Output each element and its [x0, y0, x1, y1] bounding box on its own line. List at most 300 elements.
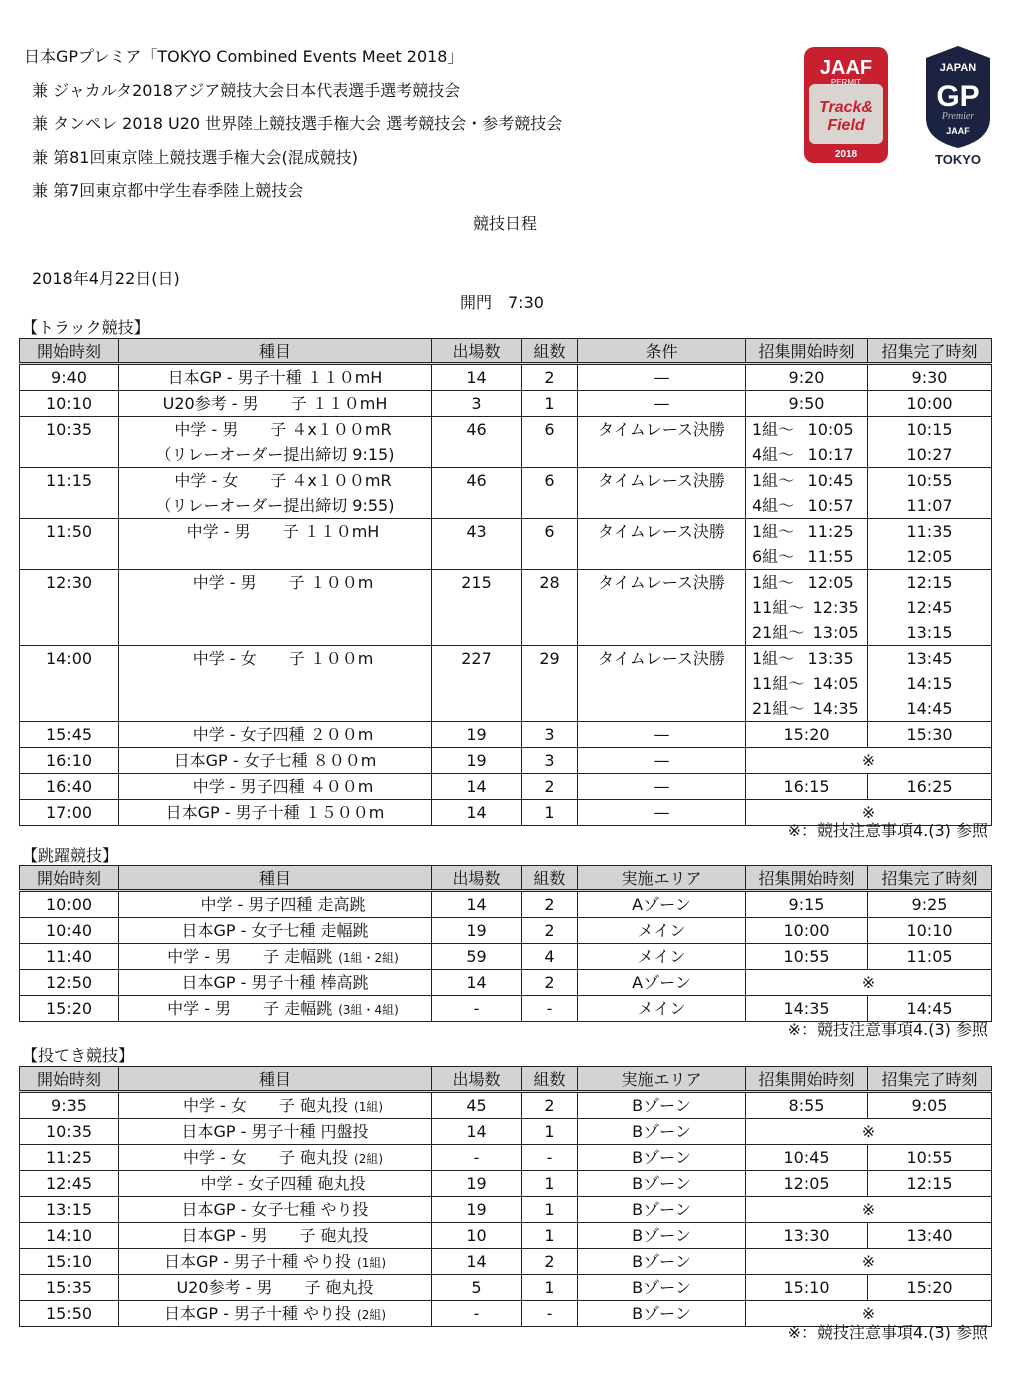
start-time-cell	[20, 364, 119, 391]
entries: -	[473, 999, 480, 1018]
entries-cell	[432, 391, 522, 417]
cond-cell	[578, 800, 746, 826]
area: Bゾーン	[632, 1122, 691, 1141]
heats-cell	[522, 468, 578, 519]
heats-cell	[522, 996, 578, 1022]
start-time: 17:00	[45, 803, 93, 822]
call-end-time: 11:05	[906, 947, 953, 966]
event-cell	[119, 364, 432, 391]
col-header: 招集完了時刻	[868, 866, 992, 891]
call-start-time: 13:35	[807, 649, 854, 668]
heats-cell	[522, 391, 578, 417]
start-time: 10:10	[45, 394, 93, 413]
call-end-time: 10:00	[906, 394, 953, 413]
call-start-time: 10:05	[807, 420, 854, 439]
call-start-cell	[746, 391, 868, 417]
heats-cell	[522, 1145, 578, 1171]
event-name: 日本GP - 男子十種 １１０mH	[167, 368, 383, 387]
call-end-time: 9:05	[911, 1096, 948, 1115]
start-time-cell	[20, 468, 119, 519]
call-end-time: 15:30	[906, 725, 953, 744]
throw-section-label: 【投てき競技】	[22, 1046, 135, 1065]
event-cell	[119, 1275, 432, 1301]
cond: —	[653, 725, 670, 744]
call-end-time: 9:25	[911, 895, 948, 914]
call-start-cell	[746, 774, 868, 800]
table-header-row	[20, 1067, 992, 1092]
heats: -	[546, 1304, 553, 1323]
heats: 1	[544, 1200, 555, 1219]
gp-tokyo-text: TOKYO	[935, 152, 981, 167]
table-row	[20, 417, 992, 468]
col-header: 種目	[119, 339, 432, 364]
cond-cell	[578, 570, 746, 646]
table-row	[20, 468, 992, 519]
event-cell	[119, 1197, 432, 1223]
entries-cell	[432, 1249, 522, 1275]
call-start-cell	[746, 1275, 868, 1301]
start-time: 16:40	[45, 777, 93, 796]
heats: 28	[539, 573, 560, 592]
heat-group: 1組～	[752, 522, 795, 541]
event-name: 中学 - 男 子 走幅跳	[151, 947, 333, 966]
table-row	[20, 364, 992, 391]
call-end-time: 10:27	[906, 445, 953, 464]
start-time: 9:40	[51, 368, 87, 387]
call-end-time: 14:15	[906, 674, 953, 693]
heats: -	[546, 999, 553, 1018]
call-start-time: 12:35	[812, 598, 859, 617]
event-cell	[119, 1092, 432, 1119]
table-row	[20, 570, 992, 646]
table-row	[20, 1275, 992, 1301]
start-time: 15:35	[45, 1278, 93, 1297]
call-end-time: 14:45	[906, 999, 953, 1018]
event-name	[119, 671, 431, 696]
start-time: 12:50	[45, 973, 93, 992]
heat-subnote: (1組)	[357, 1256, 387, 1270]
heats: 6	[544, 522, 555, 541]
area-cell	[578, 1171, 746, 1197]
area-cell	[578, 1275, 746, 1301]
entries: 14	[466, 895, 487, 914]
event-line	[119, 1275, 431, 1300]
entries: 215	[461, 573, 492, 592]
jaaf-year-text: 2018	[834, 149, 858, 160]
col-header: 実施エリア	[578, 1067, 746, 1092]
col-header: 種目	[119, 866, 432, 891]
call-merged-cell	[746, 1249, 992, 1275]
event-cell	[119, 468, 432, 519]
start-time-cell	[20, 970, 119, 996]
event-name: 中学 - 男 子 ４x１００mR	[158, 420, 392, 439]
call-note-mark: ※	[861, 1252, 876, 1271]
entries-cell	[432, 646, 522, 722]
call-merged-cell	[746, 970, 992, 996]
start-time: 13:15	[45, 1200, 93, 1219]
col-header: 招集開始時刻	[746, 339, 868, 364]
event-name: 中学 - 女 子 ４x１００mR	[158, 471, 392, 490]
table-row	[20, 646, 992, 722]
event-line	[119, 970, 431, 995]
start-time: 12:45	[45, 1174, 93, 1193]
event-cell	[119, 646, 432, 722]
event-line	[119, 918, 431, 943]
heats-cell	[522, 1171, 578, 1197]
call-end-time: 12:05	[906, 547, 953, 566]
heats-cell	[522, 1197, 578, 1223]
call-start-time: 14:05	[812, 674, 859, 693]
entries: 19	[466, 1200, 487, 1219]
jaaf-field-text: Field	[827, 117, 865, 134]
call-end-time: 9:30	[911, 368, 948, 387]
entries: 14	[466, 1122, 487, 1141]
event-line	[119, 944, 431, 969]
table-row	[20, 944, 992, 970]
entries-cell	[432, 417, 522, 468]
event-cell	[119, 996, 432, 1022]
call-end-time: 16:25	[906, 777, 953, 796]
heats: 2	[544, 777, 555, 796]
event-line	[119, 1171, 431, 1196]
event-name: U20参考 - 男 子 １１０mH	[162, 394, 388, 413]
entries-cell	[432, 468, 522, 519]
event-name: 日本GP - 男子十種 １５００m	[165, 803, 385, 822]
start-time-cell	[20, 646, 119, 722]
event-cell	[119, 519, 432, 570]
area-cell	[578, 1301, 746, 1327]
call-start-cell	[746, 722, 868, 748]
event-line	[119, 1249, 431, 1274]
cond-cell	[578, 774, 746, 800]
heats-cell	[522, 1223, 578, 1249]
call-start-time: 8:55	[788, 1096, 825, 1115]
call-start-line	[746, 442, 867, 467]
start-time-cell	[20, 570, 119, 646]
event-cell	[119, 1119, 432, 1145]
cond: —	[653, 368, 670, 387]
event-name: 中学 - 男子四種 走高跳	[184, 895, 366, 914]
entries: 46	[466, 471, 487, 490]
jump-section-label: 【跳躍競技】	[22, 846, 119, 865]
heats-cell	[522, 722, 578, 748]
event-name: 日本GP - 男子十種 やり投	[163, 1304, 352, 1323]
start-time: 9:35	[51, 1096, 87, 1115]
table-row	[20, 1171, 992, 1197]
heats: 6	[544, 420, 555, 439]
call-start-time: 10:45	[783, 1148, 830, 1167]
event-line	[119, 892, 431, 917]
col-header: 招集開始時刻	[746, 866, 868, 891]
call-end-cell	[868, 468, 992, 519]
entries-cell	[432, 1171, 522, 1197]
call-start-time: 9:50	[788, 394, 825, 413]
call-start-time: 13:05	[812, 623, 859, 642]
entries-cell	[432, 891, 522, 918]
heats-cell	[522, 364, 578, 391]
call-start-line	[746, 365, 867, 390]
heat-group: 1組～	[752, 471, 795, 490]
call-start-time: 10:57	[807, 496, 854, 515]
entries: 59	[466, 947, 487, 966]
cond: タイムレース決勝	[598, 573, 725, 592]
call-end-time: 11:07	[906, 496, 953, 515]
event-name: 中学 - 男 子 １００m	[176, 573, 374, 592]
call-start-cell	[746, 1092, 868, 1119]
event-name	[119, 620, 431, 645]
event-line	[119, 1197, 431, 1222]
entries: 10	[466, 1226, 487, 1245]
call-note-mark: ※	[861, 1200, 876, 1219]
start-time: 14:00	[45, 649, 93, 668]
call-start-line	[746, 391, 867, 416]
heats-cell	[522, 519, 578, 570]
start-time-cell	[20, 1197, 119, 1223]
event-name: U20参考 - 男 子 砲丸投	[176, 1278, 374, 1297]
col-header: 開始時刻	[20, 866, 119, 891]
event-line	[119, 1301, 431, 1326]
heats-cell	[522, 1119, 578, 1145]
col-header: 開始時刻	[20, 1067, 119, 1092]
heats: 1	[544, 803, 555, 822]
call-end-cell	[868, 646, 992, 722]
heat-group: 1組～	[752, 649, 795, 668]
start-time-cell	[20, 1301, 119, 1327]
entries: 3	[471, 394, 482, 413]
entries: 14	[466, 1252, 487, 1271]
call-start-time: 15:10	[783, 1278, 830, 1297]
event-name: 日本GP - 女子七種 やり投	[181, 1200, 369, 1219]
entries: 14	[466, 973, 487, 992]
heat-group: 1組～	[752, 420, 795, 439]
event-name: 日本GP - 男子十種 円盤投	[181, 1122, 369, 1141]
cond-cell	[578, 748, 746, 774]
table-row	[20, 1119, 992, 1145]
call-end-cell	[868, 1223, 992, 1249]
event-cell	[119, 918, 432, 944]
entries-cell	[432, 1275, 522, 1301]
call-start-line	[746, 519, 867, 544]
start-time: 12:30	[45, 573, 93, 592]
event-cell	[119, 891, 432, 918]
call-end-time: 12:15	[906, 573, 953, 592]
call-start-time: 10:00	[783, 921, 830, 940]
call-end-cell	[868, 1275, 992, 1301]
heats: 1	[544, 1226, 555, 1245]
start-time: 10:35	[45, 1122, 93, 1141]
event-name: 中学 - 男 子 １１０mH	[170, 522, 380, 541]
event-name: （リレーオーダー提出締切 9:15)	[155, 445, 395, 464]
heats-cell	[522, 1301, 578, 1327]
doc-title: 競技日程	[472, 214, 537, 233]
cond: —	[653, 394, 670, 413]
call-start-cell	[746, 1223, 868, 1249]
call-note-mark: ※	[861, 1304, 876, 1323]
heat-group: 1組～	[752, 573, 795, 592]
entries-cell	[432, 748, 522, 774]
cond-cell	[578, 519, 746, 570]
heats-cell	[522, 970, 578, 996]
entries: -	[473, 1148, 480, 1167]
cond: タイムレース決勝	[598, 420, 725, 439]
area: Bゾーン	[632, 1200, 691, 1219]
start-time: 11:25	[45, 1148, 93, 1167]
heats-cell	[522, 1249, 578, 1275]
event-cell	[119, 1171, 432, 1197]
start-time-cell	[20, 748, 119, 774]
table-row	[20, 1145, 992, 1171]
entries: 14	[466, 803, 487, 822]
event-line	[119, 996, 431, 1021]
event-cell	[119, 944, 432, 970]
heats: 3	[544, 725, 555, 744]
header-title-line-2: 兼 ジャカルタ2018アジア競技大会日本代表選手選考競技会	[32, 81, 461, 100]
entries-cell	[432, 800, 522, 826]
entries-cell	[432, 1223, 522, 1249]
heat-group: 21組～	[752, 699, 805, 718]
call-start-line	[746, 468, 867, 493]
call-start-time: 15:20	[783, 725, 830, 744]
table-row	[20, 1249, 992, 1275]
call-start-time: 10:55	[783, 947, 830, 966]
event-cell	[119, 1145, 432, 1171]
heat-subnote: (2組)	[354, 1152, 384, 1166]
start-time: 10:40	[45, 921, 93, 940]
area: Bゾーン	[632, 1252, 691, 1271]
col-header: 種目	[119, 1067, 432, 1092]
heats: 29	[539, 649, 560, 668]
event-name: 日本GP - 男子十種 棒高跳	[181, 973, 369, 992]
header-title-line-4: 兼 第81回東京陸上競技選手権大会(混成競技)	[32, 148, 358, 167]
heat-subnote: (3組・4組)	[338, 1003, 399, 1017]
call-end-cell	[868, 722, 992, 748]
call-end-cell	[868, 918, 992, 944]
call-start-time: 11:55	[807, 547, 854, 566]
call-start-time: 13:30	[783, 1226, 830, 1245]
col-header: 出場数	[432, 339, 522, 364]
heats-cell	[522, 944, 578, 970]
entries: 19	[466, 725, 487, 744]
cond-cell	[578, 364, 746, 391]
jump-schedule-table	[19, 865, 992, 1022]
call-start-line	[746, 544, 867, 569]
start-time: 15:10	[45, 1252, 93, 1271]
entries-cell	[432, 918, 522, 944]
heat-group: 4組～	[752, 496, 795, 515]
call-end-time: 12:45	[906, 598, 953, 617]
start-time-cell	[20, 417, 119, 468]
area: Bゾーン	[632, 1148, 691, 1167]
start-time-cell	[20, 996, 119, 1022]
throw-footnote: ※：競技注意事項4.(3) 参照	[787, 1323, 988, 1342]
call-start-time: 14:35	[812, 699, 859, 718]
event-name: 中学 - 男子四種 ４００m	[176, 777, 374, 796]
entries: 46	[466, 420, 487, 439]
event-name: 日本GP - 男子十種 やり投	[163, 1252, 352, 1271]
call-end-time: 13:15	[906, 623, 953, 642]
track-schedule-table	[19, 338, 992, 826]
start-time-cell	[20, 1223, 119, 1249]
event-line	[119, 1223, 431, 1248]
table-row	[20, 391, 992, 417]
start-time: 10:35	[45, 420, 93, 439]
entries: 43	[466, 522, 487, 541]
cond: タイムレース決勝	[598, 649, 725, 668]
col-header: 招集完了時刻	[868, 1067, 992, 1092]
heats: 2	[544, 368, 555, 387]
cond: —	[653, 751, 670, 770]
table-row	[20, 1092, 992, 1119]
col-header: 組数	[522, 339, 578, 364]
entries: 19	[466, 751, 487, 770]
start-time: 11:50	[45, 522, 93, 541]
col-header: 出場数	[432, 1067, 522, 1092]
event-name	[119, 544, 431, 569]
heat-subnote: (1組・2組)	[338, 951, 399, 965]
table-row	[20, 970, 992, 996]
event-name: 中学 - 女子四種 ２００m	[176, 725, 374, 744]
header-title-line-1: 日本GPプレミア「TOKYO Combined Events Meet 2018」	[24, 47, 464, 66]
col-header: 招集開始時刻	[746, 1067, 868, 1092]
call-start-line	[746, 595, 867, 620]
start-time-cell	[20, 519, 119, 570]
heat-group: 11組～	[752, 598, 805, 617]
event-name: （リレーオーダー提出締切 9:55)	[155, 496, 395, 515]
heat-group: 21組～	[752, 623, 805, 642]
call-start-cell	[746, 519, 868, 570]
event-name: 日本GP - 女子七種 ８００m	[173, 751, 377, 770]
start-time: 10:00	[45, 895, 93, 914]
gp-japan-text: JAPAN	[939, 62, 977, 74]
area-cell	[578, 1223, 746, 1249]
call-start-line	[746, 671, 867, 696]
call-end-time: 13:40	[906, 1226, 953, 1245]
start-time-cell	[20, 944, 119, 970]
start-time-cell	[20, 1145, 119, 1171]
call-start-cell	[746, 1171, 868, 1197]
header-title-line-3: 兼 タンペレ 2018 U20 世界陸上競技選手権大会 選考競技会・参考競技会	[32, 114, 563, 133]
call-end-cell	[868, 570, 992, 646]
area-cell	[578, 918, 746, 944]
event-name: 日本GP - 男 子 砲丸投	[181, 1226, 369, 1245]
event-cell	[119, 417, 432, 468]
call-start-line	[746, 570, 867, 595]
table-row	[20, 722, 992, 748]
call-end-time: 14:45	[906, 699, 953, 718]
area: Bゾーン	[632, 1096, 691, 1115]
cond: —	[653, 803, 670, 822]
call-end-time: 12:15	[906, 1174, 953, 1193]
event-cell	[119, 800, 432, 826]
event-line	[119, 1145, 431, 1170]
entries-cell	[432, 1197, 522, 1223]
area-cell	[578, 1197, 746, 1223]
call-start-line	[746, 493, 867, 518]
heats: 2	[544, 895, 555, 914]
start-time: 14:10	[45, 1226, 93, 1245]
entries: 19	[466, 1174, 487, 1193]
event-cell	[119, 570, 432, 646]
start-time: 15:20	[45, 999, 93, 1018]
start-time-cell	[20, 1171, 119, 1197]
event-name: 中学 - 女 子 １００m	[176, 649, 374, 668]
throw-schedule-table	[19, 1066, 992, 1327]
call-merged-cell	[746, 1197, 992, 1223]
heats-cell	[522, 918, 578, 944]
heats: 2	[544, 1252, 555, 1271]
event-cell	[119, 1223, 432, 1249]
area-cell	[578, 891, 746, 918]
